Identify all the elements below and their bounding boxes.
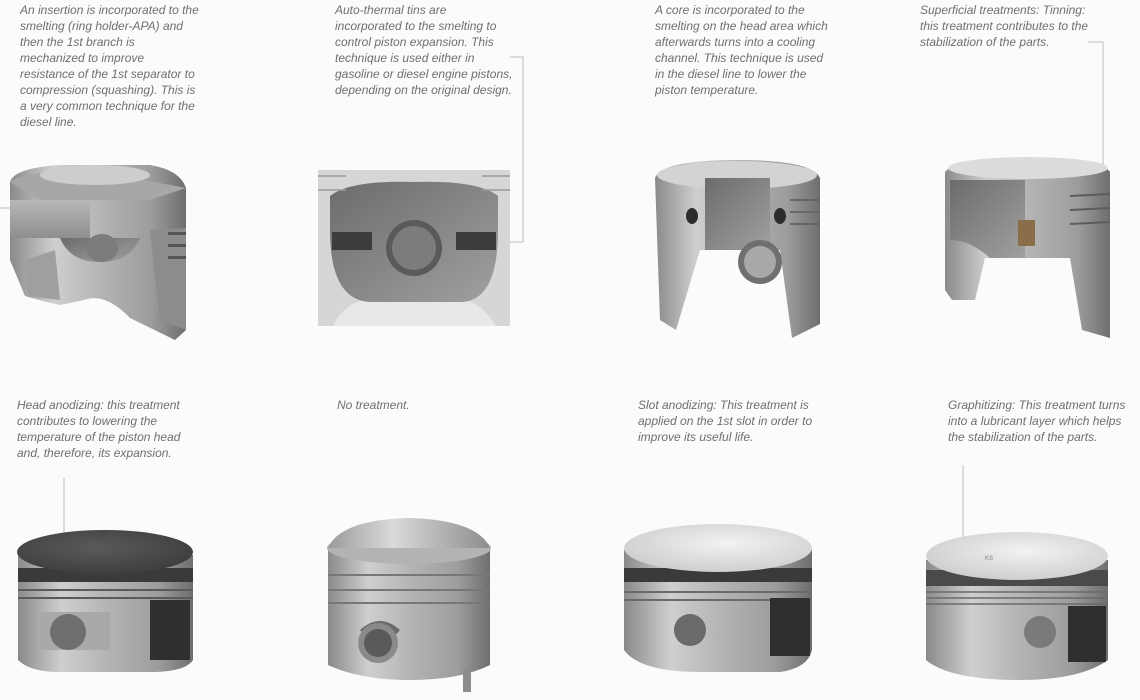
caption-head-anodizing: Head anodizing: this treatment contributes to lowering the temperature of the piston head and, therefore, its expansion. [17,398,181,460]
caption-no-treatment: No treatment. [337,398,410,412]
caption-slot-anodizing: Slot anodizing: This treatment is applied on the 1st slot in order to improve its useful life. [638,398,813,444]
piston-graphitizing [926,532,1108,680]
caption-graphitizing: Graphitizing: This treatment turns into a lubricant layer which helps the stabilization of the parts. [948,398,1126,444]
piston-stamp-mark: KS [985,556,994,562]
caption-ring-holder-insert: An insertion is incorporated to the smelting (ring holder-APA) and then the 1st branch is mechanized to improve resistance of the 1st separator to compression (squashing). This is a very common technique for the diesel line. [20,3,199,129]
piston-cooling-channel-cutaway [655,160,820,338]
caption-tinning: Superficial treatments: Tinning: this treatment contributes to the stabilization of the parts. [920,3,1089,49]
leader-line-4 [1088,42,1103,175]
caption-auto-thermal-tins: Auto-thermal tins are incorporated to the smelting to control piston expansion. This technique is used either in gasoline or diesel engine pistons, depending on the original design. [335,3,513,97]
piston-tinning-cutaway [945,157,1110,338]
piston-head-anodizing [17,530,193,672]
piston-no-treatment [327,518,491,692]
piston-auto-thermal-section [318,170,510,326]
caption-cooling-channel: A core is incorporated to the smelting on the head area which afterwards turns into a cooling channel. This technique is used in the diesel line to lower the piston temperature. [655,3,828,97]
piston-ring-holder-cutaway [10,165,186,340]
piston-slot-anodizing [624,524,812,672]
